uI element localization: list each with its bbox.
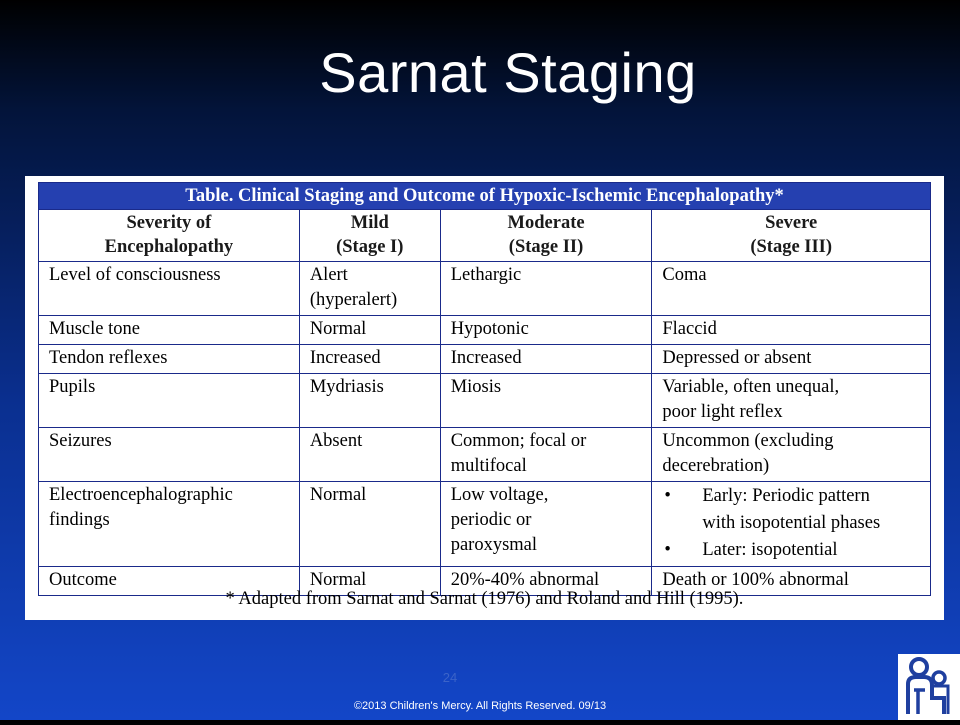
header-mild: Mild (Stage I) <box>299 210 440 262</box>
cell-moderate: Increased <box>440 345 652 374</box>
staging-table <box>38 182 931 596</box>
table-header-row <box>39 210 931 262</box>
cell-moderate: Low voltage, periodic or paroxysmal <box>440 482 652 567</box>
cell-severe: Uncommon (excluding decerebration) <box>652 428 931 482</box>
table-row <box>39 374 931 428</box>
slide-title: Sarnat Staging <box>319 41 697 104</box>
cell-severe: Coma <box>652 262 931 316</box>
table-row <box>39 428 931 482</box>
cell-feature: Outcome <box>39 567 300 596</box>
cell-severe: Variable, often unequal, poor light reflex <box>652 374 931 428</box>
table-row <box>39 262 931 316</box>
cell-mild: Increased <box>299 345 440 374</box>
childrens-mercy-logo-icon <box>898 654 960 720</box>
cell-severe: Flaccid <box>652 316 931 345</box>
cell-mild: Alert (hyperalert) <box>299 262 440 316</box>
page-number: 24 <box>442 670 458 685</box>
cell-mild: Normal <box>299 482 440 567</box>
cell-mild: Normal <box>299 316 440 345</box>
eeg-severe-bullet-list <box>662 483 920 564</box>
table-row <box>39 482 931 567</box>
cell-moderate: Hypotonic <box>440 316 652 345</box>
cell-moderate: Miosis <box>440 374 652 428</box>
header-severity: Severity of Encephalopathy <box>39 210 300 262</box>
cell-feature: Tendon reflexes <box>39 345 300 374</box>
header-severe: Severe (Stage III) <box>652 210 931 262</box>
cell-severe: Depressed or absent <box>652 345 931 374</box>
table-footnote: * Adapted from Sarnat and Sarnat (1976) and Roland and Hill (1995). <box>225 589 744 609</box>
cell-severe <box>652 482 931 567</box>
bullet-icon: • <box>664 540 671 560</box>
table-row <box>39 316 931 345</box>
cell-mild: Mydriasis <box>299 374 440 428</box>
header-moderate: Moderate (Stage II) <box>440 210 652 262</box>
table-row <box>39 345 931 374</box>
list-item: • Later: isopotential <box>662 537 920 564</box>
cell-feature: Electroencephalographic findings <box>39 482 300 567</box>
bullet-icon: • <box>664 486 671 506</box>
cell-severe: Death or 100% abnormal <box>652 567 931 596</box>
cell-moderate: Lethargic <box>440 262 652 316</box>
cell-mild: Normal <box>299 567 440 596</box>
cell-feature: Seizures <box>39 428 300 482</box>
cell-moderate: Common; focal or multifocal <box>440 428 652 482</box>
cell-feature: Pupils <box>39 374 300 428</box>
cell-feature: Muscle tone <box>39 316 300 345</box>
cell-feature: Level of consciousness <box>39 262 300 316</box>
cell-mild: Absent <box>299 428 440 482</box>
table-caption: Table. Clinical Staging and Outcome of Hypoxic-Ischemic Encephalopathy* <box>39 183 931 210</box>
cell-moderate: 20%-40% abnormal <box>440 567 652 596</box>
list-item: • Early: Periodic pattern with isopotential phases <box>662 483 920 537</box>
copyright-notice: ©2013 Children's Mercy. All Rights Reserved. 09/13 <box>353 700 607 712</box>
staging-table-panel <box>25 176 944 620</box>
